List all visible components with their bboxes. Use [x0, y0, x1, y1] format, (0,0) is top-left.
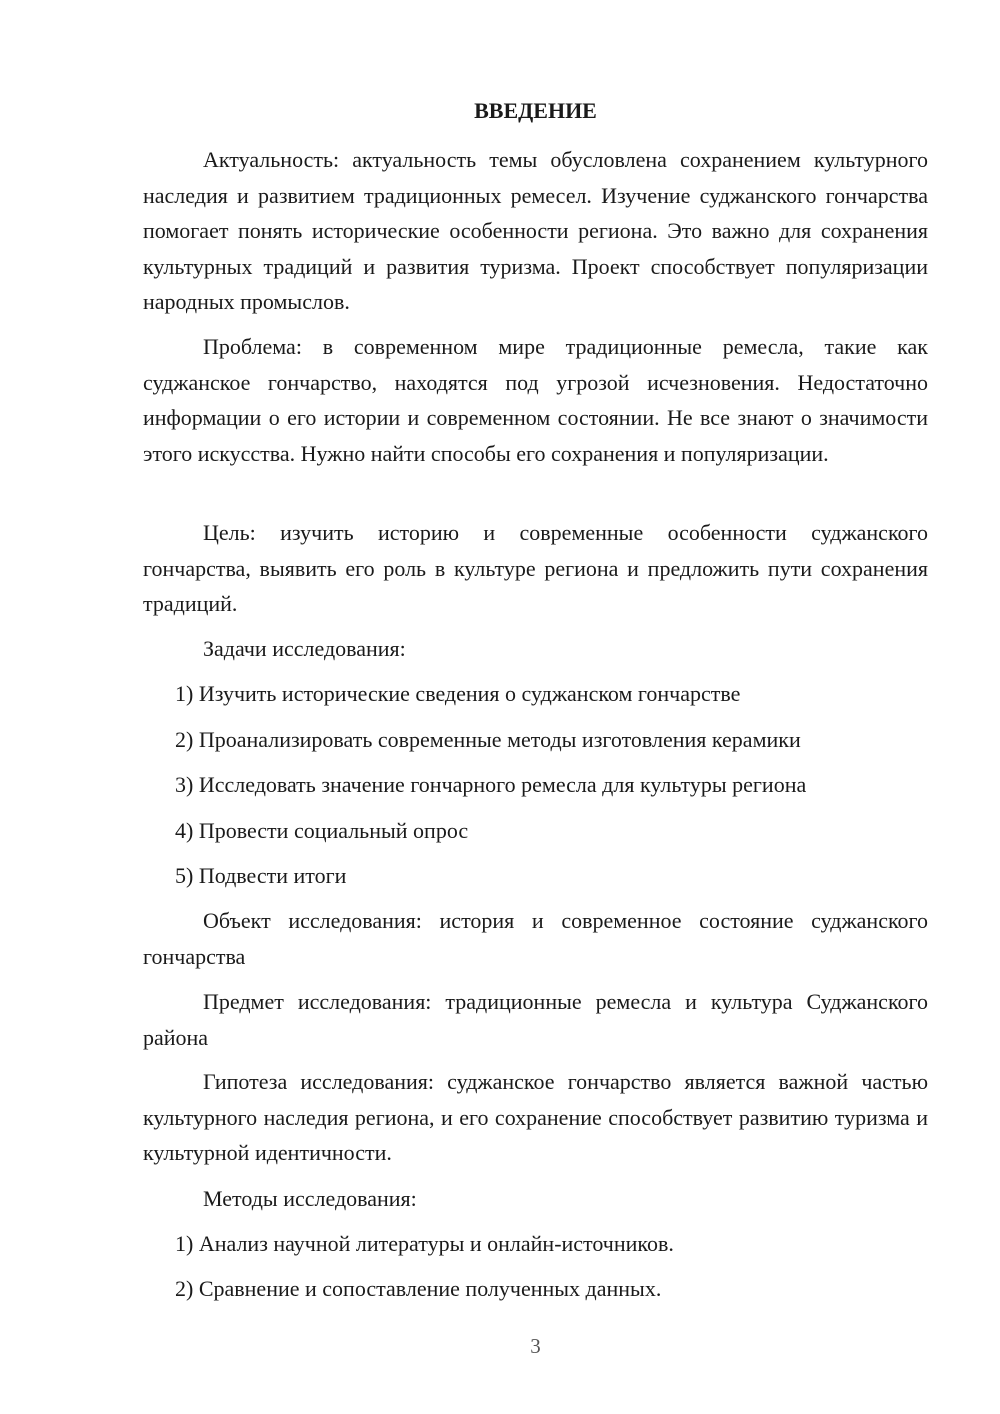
- subject-paragraph: Предмет исследования: традиционные ремесла и культура Суджанского района: [143, 989, 928, 1050]
- method-item-1: 1) Анализ научной литературы и онлайн-источников.: [175, 1231, 674, 1256]
- task-item-5: 5) Подвести итоги: [175, 863, 347, 888]
- page-title: ВВЕДЕНИЕ: [474, 98, 597, 123]
- tasks-heading: Задачи исследования:: [203, 636, 406, 661]
- hypothesis-paragraph: Гипотеза исследования: суджанское гончарство является важной частью культурного наследия региона, и его сохранение способствует развитию туризма и культурной идентичности.: [143, 1069, 928, 1165]
- task-item-3: 3) Исследовать значение гончарного ремесла для культуры региона: [175, 772, 807, 797]
- task-item-1: 1) Изучить исторические сведения о суджанском гончарстве: [175, 681, 741, 706]
- relevance-paragraph: Актуальность: актуальность темы обусловлена сохранением культурного наследия и развитием традиционных ремесел. Изучение суджанского гончарства помогает понять исторические особенности региона. Это важно для сохранения культурных традиций и развития туризма. Проект способствует популяризации народных промыслов.: [143, 147, 928, 314]
- document-page: [143, 0, 928, 1414]
- methods-heading: Методы исследования:: [203, 1186, 417, 1211]
- problem-paragraph: Проблема: в современном мире традиционные ремесла, такие как суджанское гончарство, находятся под угрозой исчезновения. Недостаточно информации о его истории и современном состоянии. Не все знают о значимости этого искусства. Нужно найти способы его сохранения и популяризации.: [143, 334, 928, 466]
- object-paragraph: Объект исследования: история и современное состояние суджанского гончарства: [143, 908, 928, 969]
- task-item-4: 4) Провести социальный опрос: [175, 818, 469, 843]
- page-number: 3: [530, 1334, 541, 1358]
- method-item-2: 2) Сравнение и сопоставление полученных данных.: [175, 1276, 662, 1301]
- task-item-2: 2) Проанализировать современные методы изготовления керамики: [175, 727, 801, 752]
- goal-paragraph: Цель: изучить историю и современные особенности суджанского гончарства, выявить его роль в культуре региона и предложить пути сохранения традиций.: [143, 520, 928, 616]
